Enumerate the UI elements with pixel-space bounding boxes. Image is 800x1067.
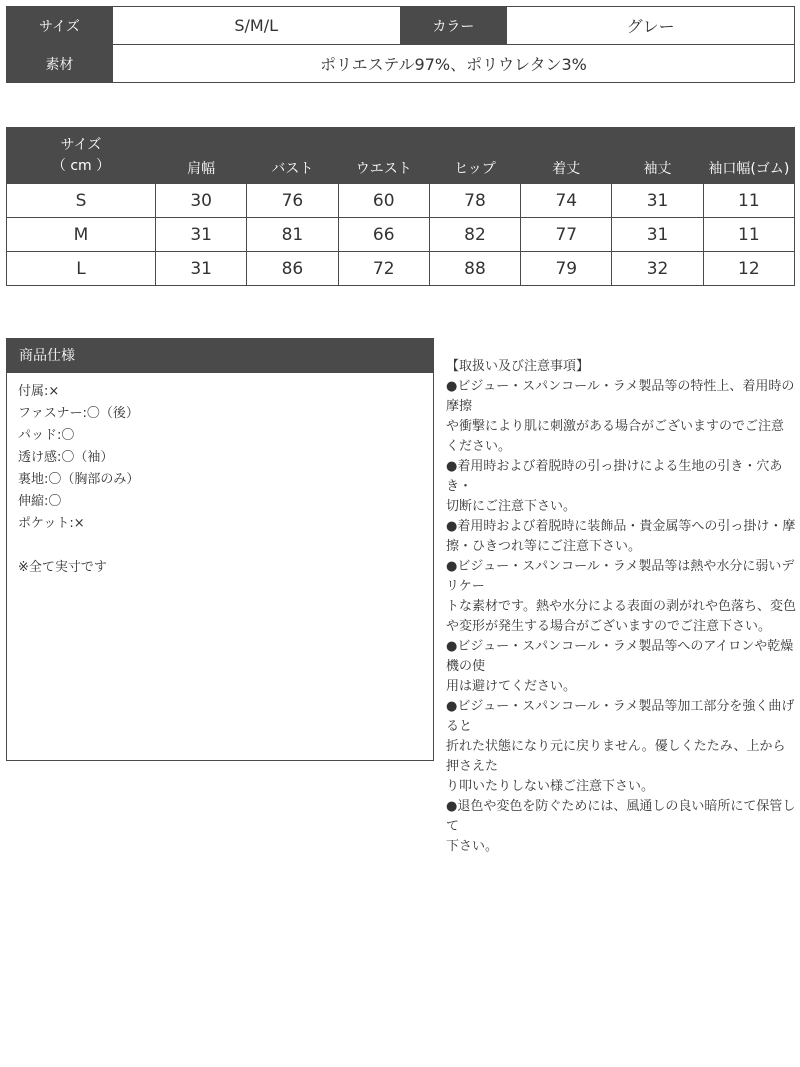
care-item: ●ビジュー・スパンコール・ラメ製品等の特性上、着用時の摩擦 や衝撃により肌に刺激がある場合がございますのでご注意ください。 bbox=[446, 379, 795, 454]
value-cell: 77 bbox=[521, 218, 612, 252]
column-header-cuff: 袖口幅(ゴム) bbox=[703, 128, 794, 184]
value-cell: 74 bbox=[521, 184, 612, 218]
table-row bbox=[7, 218, 795, 252]
value-cell: 31 bbox=[612, 218, 703, 252]
spec-note: ※全て実寸です bbox=[18, 560, 107, 575]
table-row bbox=[7, 184, 795, 218]
value-cell: 30 bbox=[156, 184, 247, 218]
table-row bbox=[7, 252, 795, 286]
value-cell: 31 bbox=[156, 218, 247, 252]
material-label: 素材 bbox=[7, 45, 113, 83]
value-cell: 76 bbox=[247, 184, 338, 218]
column-header-hip: ヒップ bbox=[429, 128, 520, 184]
spec-item-accessory: 付属:× bbox=[18, 384, 60, 399]
spec-list bbox=[7, 373, 433, 579]
value-cell: 82 bbox=[429, 218, 520, 252]
value-cell: 31 bbox=[612, 184, 703, 218]
value-cell: 81 bbox=[247, 218, 338, 252]
spec-item-pocket: ポケット:× bbox=[18, 516, 85, 531]
value-cell: 72 bbox=[338, 252, 429, 286]
value-cell: 88 bbox=[429, 252, 520, 286]
column-header-shoulder: 肩幅 bbox=[156, 128, 247, 184]
color-label: カラー bbox=[400, 7, 507, 45]
care-item: ●ビジュー・スパンコール・ラメ製品等へのアイロンや乾燥機の使 用は避けてください。 bbox=[446, 639, 794, 694]
care-item: ●着用時および着脱時に装飾品・貴金属等への引っ掛け・摩 擦・ひきつれ等にご注意下さい。 bbox=[446, 519, 796, 554]
size-cell: L bbox=[7, 252, 156, 286]
care-item: ●ビジュー・スパンコール・ラメ製品等は熱や水分に弱いデリケー トな素材です。熱や水分による表面の剥がれや色落ち、変色 や変形が発生する場合がございますのでご注意下さい。 bbox=[446, 559, 796, 634]
value-cell: 60 bbox=[338, 184, 429, 218]
value-cell: 12 bbox=[703, 252, 794, 286]
value-cell: 79 bbox=[521, 252, 612, 286]
size-header-line2: （ cm ） bbox=[51, 157, 111, 174]
size-cell: M bbox=[7, 218, 156, 252]
value-cell: 11 bbox=[703, 184, 794, 218]
column-header-sleeve: 袖丈 bbox=[612, 128, 703, 184]
size-value: S/M/L bbox=[112, 7, 400, 45]
value-cell: 66 bbox=[338, 218, 429, 252]
size-chart-header-size bbox=[7, 128, 156, 184]
column-header-length: 着丈 bbox=[521, 128, 612, 184]
column-header-bust: バスト bbox=[247, 128, 338, 184]
spec-title: 商品仕様 bbox=[7, 339, 433, 373]
spec-item-pad: パッド:〇 bbox=[18, 428, 75, 443]
care-item: ●ビジュー・スパンコール・ラメ製品等加工部分を強く曲げると 折れた状態になり元に戻りません。優しくたたみ、上から押さえた り叩いたりしない様ご注意下さい。 bbox=[446, 699, 795, 794]
product-info-table bbox=[6, 6, 795, 83]
value-cell: 32 bbox=[612, 252, 703, 286]
size-header-line1: サイズ bbox=[60, 136, 102, 153]
column-header-waist: ウエスト bbox=[338, 128, 429, 184]
care-item: ●着用時および着脱時の引っ掛けによる生地の引き・穴あき・ 切断にご注意下さい。 bbox=[446, 459, 783, 514]
info-row-material bbox=[7, 45, 795, 83]
product-spec-box bbox=[6, 338, 434, 761]
size-label: サイズ bbox=[7, 7, 113, 45]
care-title: 【取扱い及び注意事項】 bbox=[446, 359, 590, 374]
info-row-size-color bbox=[7, 7, 795, 45]
care-item: ●退色や変色を防ぐためには、風通しの良い暗所にて保管して 下さい。 bbox=[446, 799, 796, 854]
size-chart-table bbox=[6, 127, 795, 286]
spec-item-sheerness: 透け感:〇（袖） bbox=[18, 450, 114, 465]
value-cell: 31 bbox=[156, 252, 247, 286]
size-cell: S bbox=[7, 184, 156, 218]
care-notes bbox=[446, 357, 796, 857]
spec-item-lining: 裏地:〇（胸部のみ） bbox=[18, 472, 140, 487]
color-value: グレー bbox=[507, 7, 795, 45]
spec-item-stretch: 伸縮:〇 bbox=[18, 494, 62, 509]
material-value: ポリエステル97%、ポリウレタン3% bbox=[112, 45, 794, 83]
value-cell: 11 bbox=[703, 218, 794, 252]
size-chart-header-row bbox=[7, 128, 795, 184]
spec-item-zipper: ファスナー:〇（後） bbox=[18, 406, 139, 421]
value-cell: 86 bbox=[247, 252, 338, 286]
value-cell: 78 bbox=[429, 184, 520, 218]
